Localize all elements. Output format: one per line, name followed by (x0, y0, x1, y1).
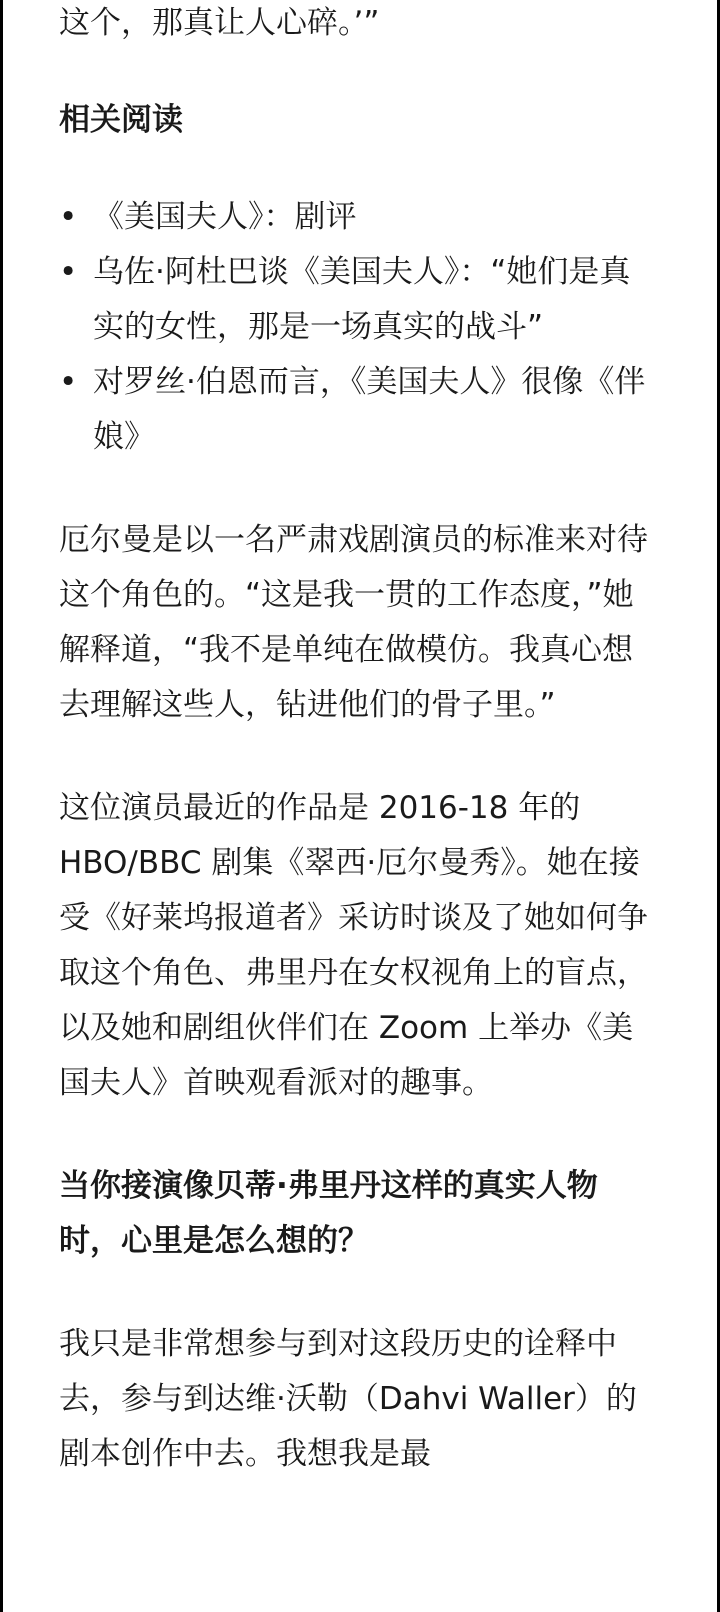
paragraph-approach: 厄尔曼是以一名严肃戏剧演员的标准来对待这个角色的。“这是我一贯的工作态度，”她解释道，“我不是单纯在做模仿。我真心想去理解这些人，钻进他们的骨子里。” (59, 522, 648, 723)
bullet-icon: • (59, 364, 78, 400)
related-item[interactable] (59, 190, 659, 245)
article-body (59, 0, 659, 1482)
related-reading-list (59, 190, 659, 465)
paragraph-intro: 这个，那真让人心碎。’” (59, 5, 380, 41)
paragraph-answer: 我只是非常想参与到对这段历史的诠释中去，参与到达维·沃勒（Dahvi Waller）的剧本创作中去。我想我是最 (59, 1326, 637, 1472)
related-link[interactable]: 《美国夫人》：剧评 (93, 199, 357, 235)
paragraph-recent-work: 这位演员最近的作品是 2016-18 年的 HBO/BBC 剧集《翠西·厄尔曼秀》。她在接受《好莱坞报道者》采访时谈及了她如何争取这个角色、弗里丹在女权视角上的盲点，以及她和剧组伙伴们在 Zoom 上举办《美国夫人》首映观看派对的趣事。 (59, 790, 648, 1101)
related-item[interactable] (59, 245, 659, 355)
bullet-icon: • (59, 199, 78, 235)
bullet-icon: • (59, 254, 78, 290)
related-link[interactable]: 对罗丝·伯恩而言，《美国夫人》很像《伴娘》 (93, 364, 646, 455)
related-item[interactable] (59, 355, 659, 465)
related-reading-heading: 相关阅读 (59, 102, 183, 138)
related-link[interactable]: 乌佐·阿杜巴谈《美国夫人》：“她们是真实的女性，那是一场真实的战斗” (93, 254, 631, 345)
interview-question: 当你接演像贝蒂·弗里丹这样的真实人物时，心里是怎么想的？ (59, 1168, 598, 1259)
